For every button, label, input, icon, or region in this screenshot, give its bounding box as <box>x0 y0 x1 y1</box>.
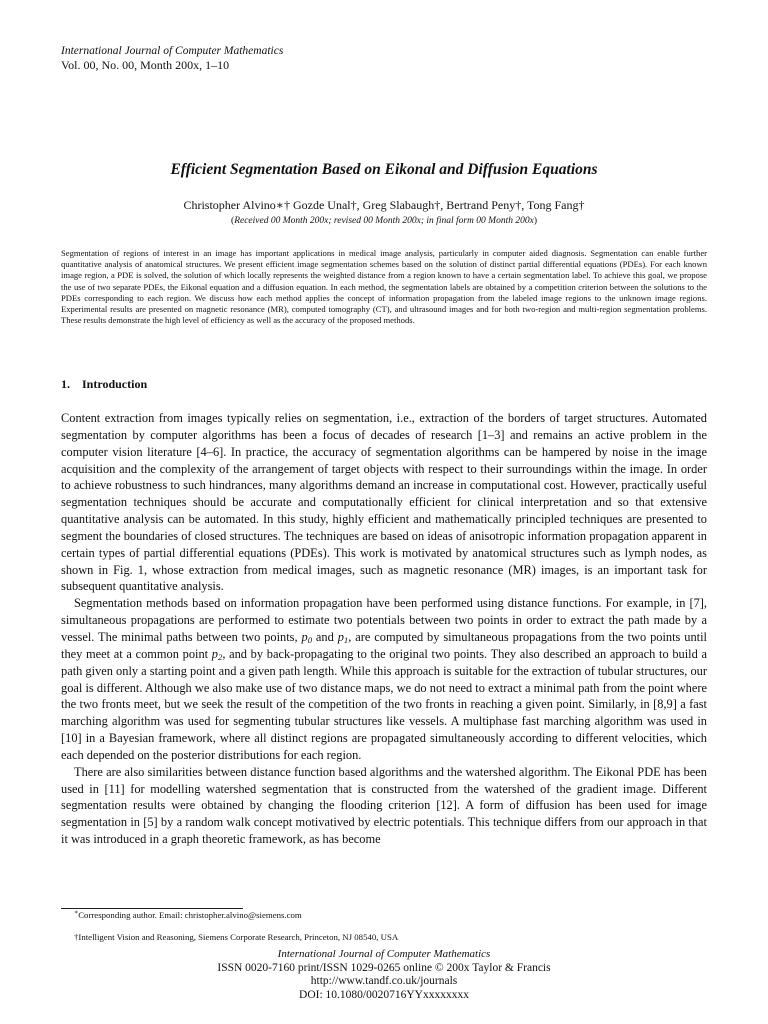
footer-url[interactable]: http://www.tandf.co.uk/journals <box>310 975 458 987</box>
volume-info: Vol. 00, No. 00, Month 200x, 1–10 <box>61 58 230 72</box>
footnote-mark-asterisk: ∗ <box>74 910 79 917</box>
math-p0-letter: p <box>301 629 308 644</box>
footer-journal-name: International Journal of Computer Mathematics <box>277 948 491 960</box>
paper-title: Efficient Segmentation Based on Eikonal and Diffusion Equations <box>170 161 598 178</box>
received-dates <box>61 215 707 227</box>
math-p0-subscript: 0 <box>307 635 313 646</box>
math-p1 <box>338 630 349 644</box>
paragraph-1: Content extraction from images typically relies on segmentation, i.e., extraction of the borders of target structures. Automated segmentation by computer algorithms has been a focus of decades of research [1–3] and remains an active problem in the computer vision literature [4–6]. In practice, the accuracy of segmentation algorithms can be hampered by noise in the image acquisition and the complexity of the arrangement of target objects with respect to their surroundings within the image. In order to achieve robustness to such hindrances, many algorithms demand an increase in computational cost. However, practically useful segmentation techniques should be accurate and computationally efficient for clinical interpretation and so that extensive quantitative analysis can be automated. In this study, highly efficient and mathematically principled techniques are presented to segment the boundaries of closed structures. The techniques are based on ideas of anisotropic information propagation apparent in certain types of partial differential equations (PDEs). This work is motivated by anatomical structures such as lymph nodes, as shown in Fig. 1, whose extraction from medical images, such as magnetic resonance (MR) images, is an important task for subsequent quantitative analysis. <box>61 411 707 594</box>
math-p1-letter: p <box>337 629 344 644</box>
section-number: 1. <box>61 377 70 391</box>
math-p2-letter: p <box>211 646 218 661</box>
footnote-divider <box>61 908 243 909</box>
paragraph-2-part-a: Segmentation methods based on information propagation have been performed using distance functions. For example, in [7], simultaneous propagations are performed to estimate two potentials between two points in order to extract the path made by a vessel. The minimal paths between two points, <box>61 596 707 644</box>
introduction-body <box>61 410 707 848</box>
running-header <box>61 44 701 72</box>
paragraph-3: There are also similarities between distance function based algorithms and the watershed algorithm. The Eikonal PDE has been used in [11] for modelling watershed segmentation that is constructed from the watershed of the gradient image. Different segmentation results were obtained by changing the flooding criterion [12]. A form of diffusion has been used for image segmentation in [5] by a random walk concept motivatived by electric potentials. This technique differs from our approach in that it was introduced in a graph theoretic framework, as has become <box>61 764 707 847</box>
received-close-paren: ) <box>533 216 537 226</box>
journal-name: International Journal of Computer Mathematics <box>61 45 284 57</box>
math-p2-subscript: 2 <box>218 651 223 662</box>
paragraph-2 <box>61 595 707 763</box>
footnote-corresponding-author <box>61 910 707 921</box>
received-open-paren: ( <box>231 216 235 226</box>
author-list: Christopher Alvino∗† Gozde Unal†, Greg Slabaugh†, Bertrand Peny†, Tong Fang† <box>183 198 585 212</box>
section-heading-introduction <box>61 377 147 392</box>
math-p1-subscript: 1 <box>343 635 349 646</box>
math-p0 <box>301 630 312 644</box>
footer-issn: ISSN 0020-7160 print/ISSN 1029-0265 online © 200x Taylor & Francis <box>217 961 551 974</box>
page-footer <box>61 948 707 1002</box>
math-p2 <box>212 647 223 661</box>
paragraph-2-part-b: , are computed by simultaneous propagations from the two points until they meet at a common point <box>61 629 707 661</box>
paragraph-2-part-c: , and by back-propagating to the original two points. They also described an approach to build a path given only a starting point and a given path length. While this approach is suitable for the extraction of tubular structures, our goal is different. Although we also make use of two distance maps, we do not need to extract a minimal path from the point where the two fronts meet, but we seek the result of the competition of the two fronts in reaching a given point. Similarly, in [8,9] a fast marching algorithm was used for segmenting tubular structures like vessels. A multiphase fast marching algorithm was used in [10] in a Bayesian framework, where all distinct regions are propagated simultaneously according to different velocities, which each depended on the posterior distributions for each region. <box>61 646 708 762</box>
received-text: Received 00 Month 200x; revised 00 Month 200x; in final form 00 Month 200x <box>234 216 534 226</box>
section-title: Introduction <box>82 377 148 391</box>
footer-doi: DOI: 10.1080/0020716YYxxxxxxxx <box>299 988 469 1001</box>
footnote-affiliation: †Intelligent Vision and Reasoning, Siemens Corporate Research, Princeton, NJ 08540, USA <box>74 932 399 942</box>
paragraph-2-and: and <box>312 629 338 644</box>
footnote-1-text: Corresponding author. Email: christopher.alvino@siemens.com <box>78 910 302 920</box>
abstract: Segmentation of regions of interest in an image has important applications in medical image analysis, particularly in computer aided diagnosis. Segmentation can enable further quantitative analysis of anatomical structures. We present efficient image segmentation schemes based on the solution of distinct partial differential equations (PDEs). For each known image region, a PDE is solved, the solution of which locally represents the weighted distance from a region known to have a certain segmentation label. To achieve this goal, we propose the use of two separate PDEs, the Eikonal equation and a diffusion equation. In each method, the segmentation labels are obtained by a competition criterion between the solutions to the PDEs corresponding to each region. We discuss how each method applies the concept of information propagation from the labeled image regions to the unknown image regions. Experimental results are presented on magnetic resonance (MR), computed tomography (CT), and ultrasound images and for both two-region and multi-region segmentation problems. These results demonstrate the high level of efficiency as well as the accuracy of the proposed methods. <box>61 248 707 326</box>
